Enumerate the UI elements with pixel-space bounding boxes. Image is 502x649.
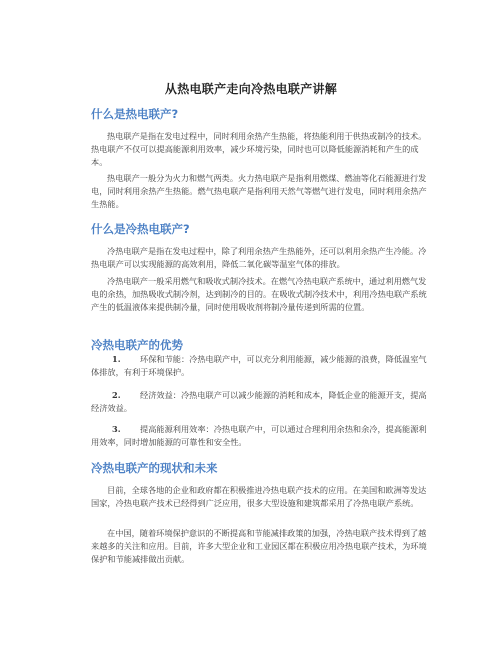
section-heading-what-is-chp: 什么是热电联产? <box>91 107 179 121</box>
list-item-text: 提高能源利用效率：冷热电联产中，可以通过合理利用余热和余冷，提高能源利用效率，同时增加能源的可靠性和安全性。 <box>91 424 427 447</box>
paragraph: 冷热电联产是指在发电过程中，除了利用余热产生热能外，还可以利用余热产生冷能。冷热电联产可以实现能源的高效利用，降低二氧化碳等温室气体的排放。 <box>91 246 427 269</box>
list-item-number: 1. <box>112 354 121 364</box>
list-item-number: 2. <box>112 390 121 400</box>
section-heading-what-is-cchp: 什么是冷热电联产? <box>91 222 190 236</box>
list-item <box>91 389 433 415</box>
paragraph: 冷热电联产一般采用燃气和吸收式制冷技术。在燃气冷热电联产系统中，通过利用燃气发电的余热，加热吸收式制冷剂，达到制冷的目的。在吸收式制冷技术中，利用冷热电联产系统产生的低温液体来提供制冷量，同时使用吸收剂将制冷量传递到所需的位置。 <box>91 276 427 312</box>
paragraph: 在中国，随着环境保护意识的不断提高和节能减排政策的加强，冷热电联产技术得到了越来越多的关注和应用。目前，许多大型企业和工业园区都在积极应用冷热电联产技术，为环境保护和节能减排做出贡献。 <box>91 528 427 564</box>
list-item-text: 经济效益：冷热电联产可以减少能源的消耗和成本，降低企业的能源开支，提高经济效益。 <box>91 390 427 413</box>
list-item <box>91 423 433 449</box>
list-item-number: 3. <box>112 424 121 434</box>
list-item <box>91 353 433 379</box>
list-item-text: 环保和节能：冷热电联产中，可以充分利用能源，减少能源的浪费，降低温室气体排放，有利于环境保护。 <box>91 354 427 377</box>
paragraph: 热电联产是指在发电过程中，同时利用余热产生热能，将热能利用于供热或制冷的技术。热电联产不仅可以提高能源利用效率，减少环境污染，同时也可以降低能源消耗和产生的成本。 <box>91 131 427 167</box>
paragraph: 热电联产一般分为火力和燃气两类。火力热电联产是指利用燃煤、燃油等化石能源进行发电，同时利用余热产生热能。燃气热电联产是指利用天然气等燃气进行发电，同时利用余热产生热能。 <box>91 173 427 209</box>
document-title: 从热电联产走向冷热电联产讲解 <box>164 82 338 96</box>
paragraph: 目前，全球各地的企业和政府都在积极推进冷热电联产技术的应用。在美国和欧洲等发达国家，冷热电联产技术已经得到广泛应用，很多大型设施和建筑都采用了冷热电联产系统。 <box>91 485 427 508</box>
section-heading-advantages: 冷热电联产的优势 <box>91 338 183 352</box>
section-heading-status-and-future: 冷热电联产的现状和未来 <box>91 461 218 475</box>
